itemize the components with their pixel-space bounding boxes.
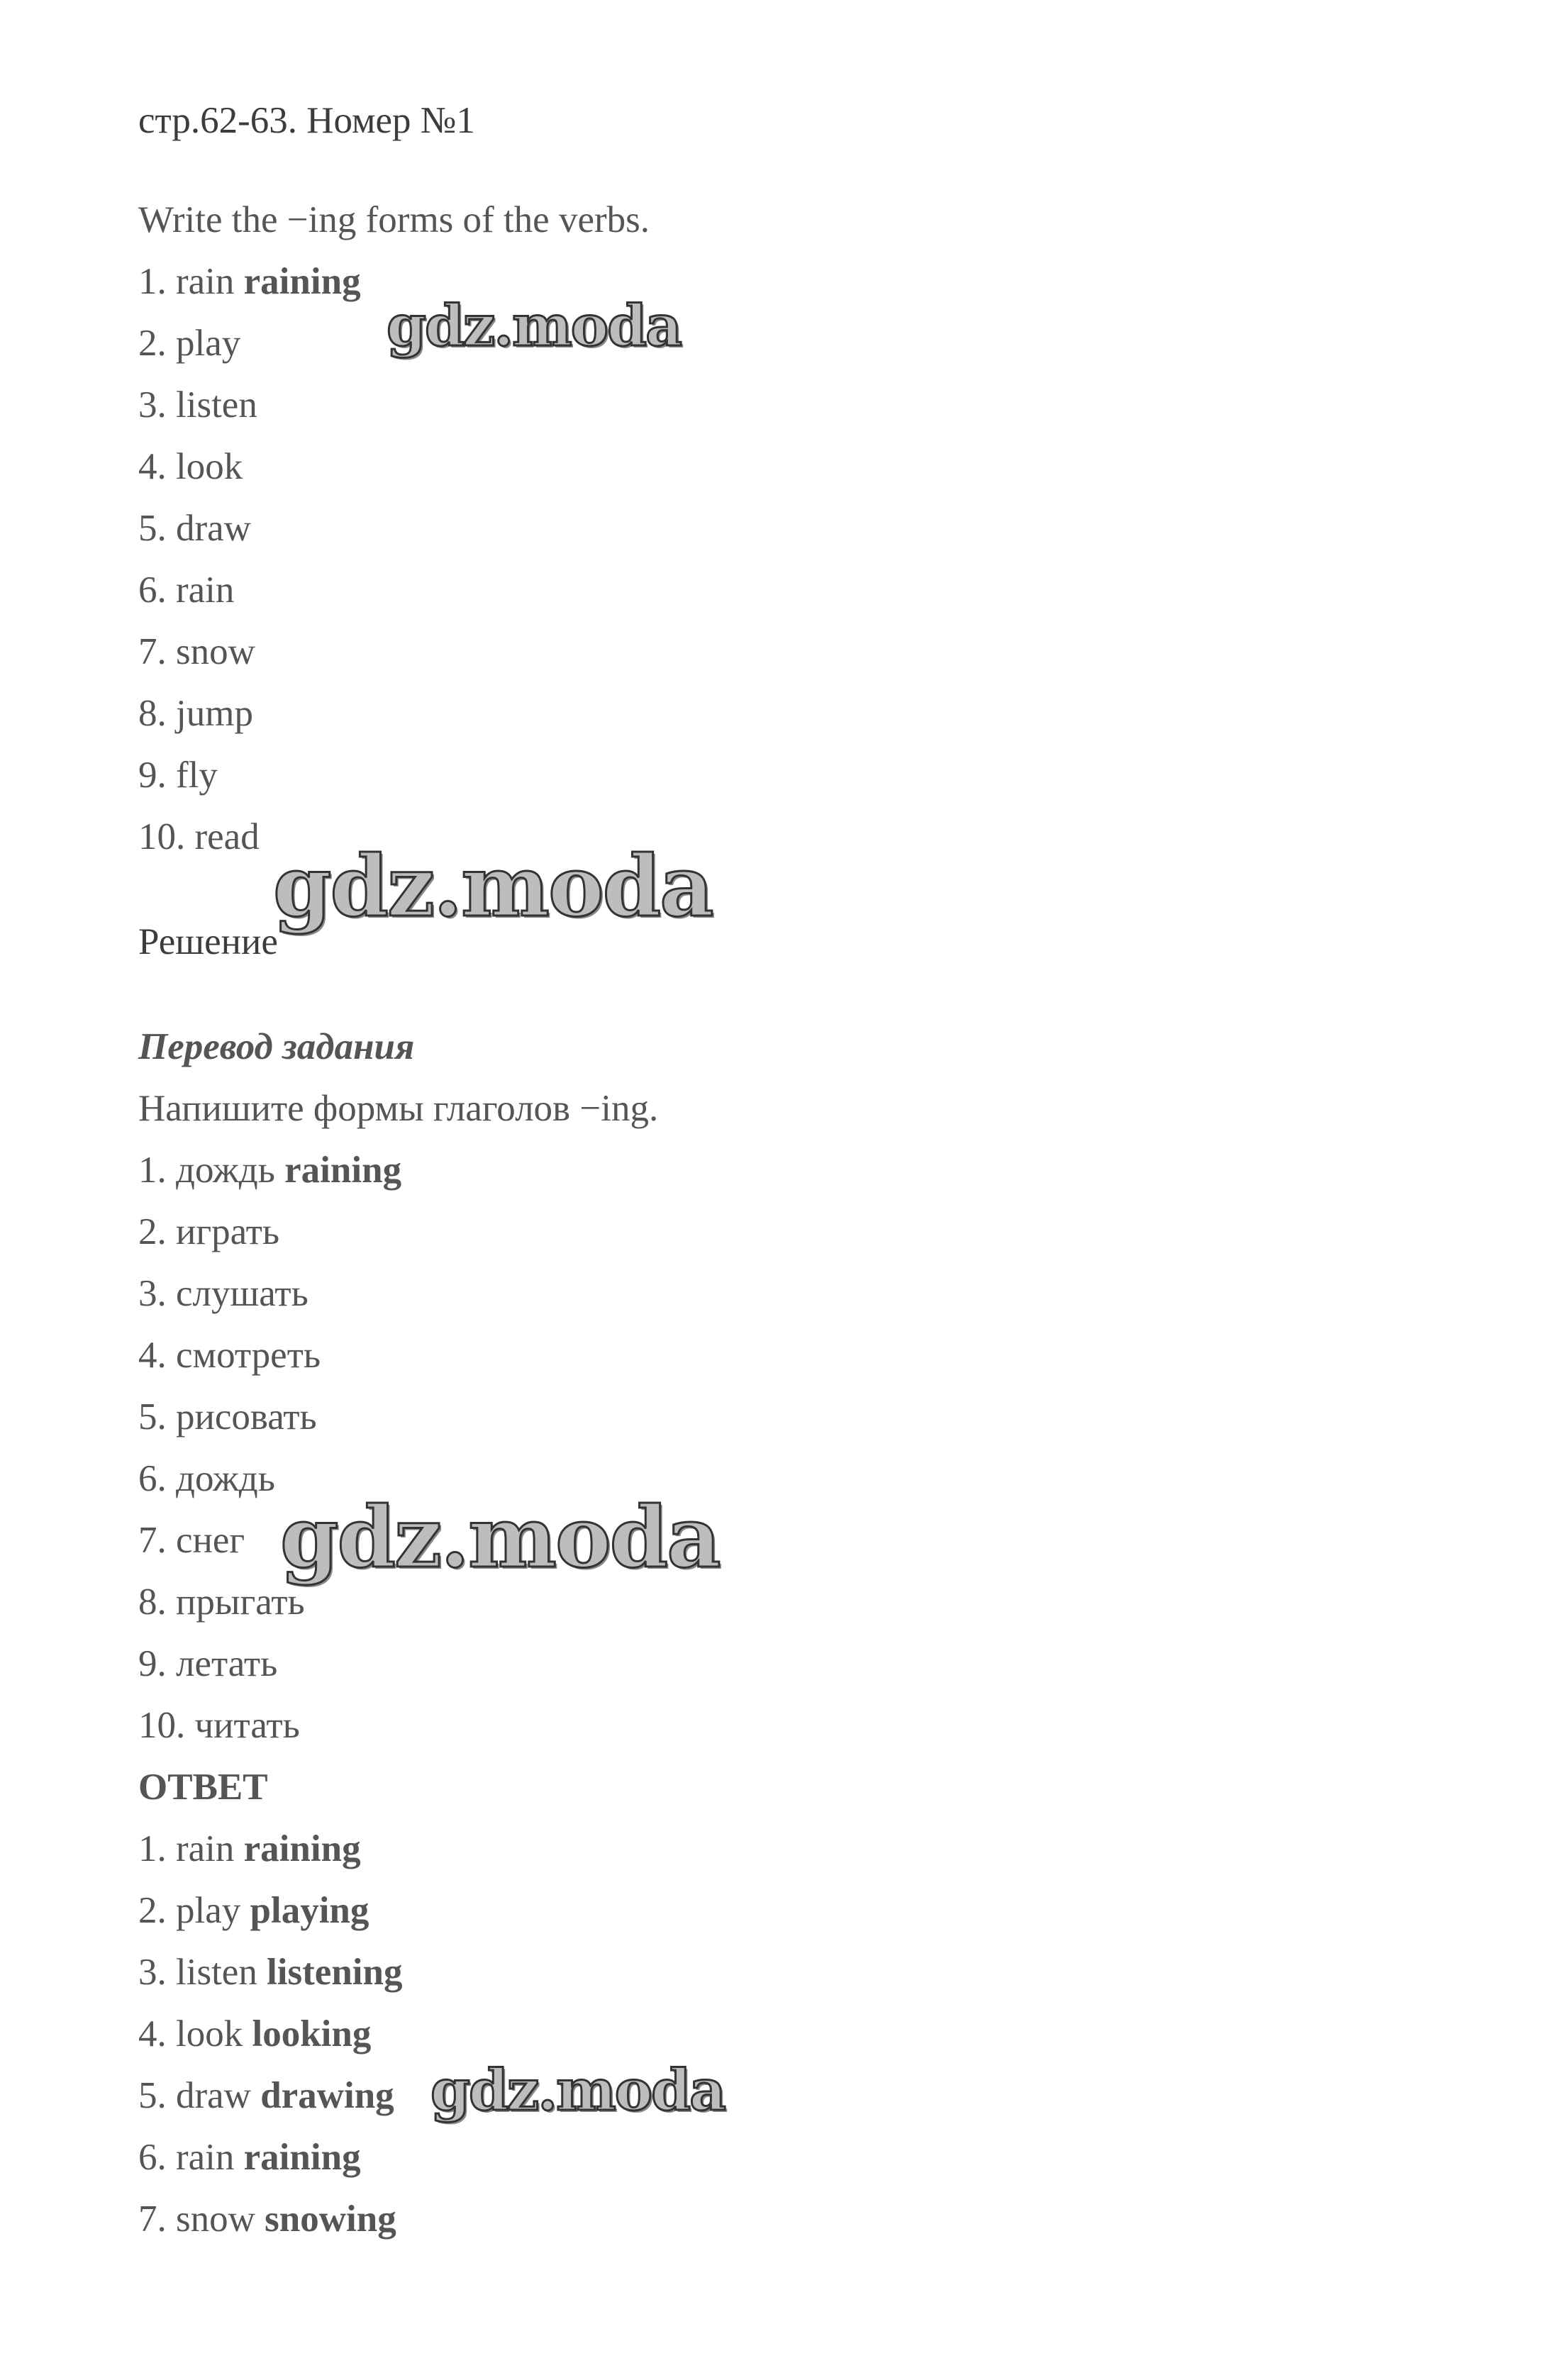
answer-item (138, 1950, 403, 1995)
answer-heading: ОТВЕТ (138, 1767, 268, 1808)
item-word: jump (176, 693, 253, 734)
answer-item (138, 2073, 394, 2118)
item-number: 5. (138, 1396, 167, 1438)
item-answer: playing (250, 1890, 369, 1931)
watermark: gdz.moda (430, 2057, 725, 2123)
item-answer: raining (243, 261, 361, 302)
answer-item (138, 2196, 396, 2242)
item-word: snow (176, 631, 255, 672)
answer-item (138, 2135, 361, 2180)
task-item (138, 321, 240, 366)
task-item (138, 259, 361, 304)
item-number: 1. (138, 1150, 167, 1191)
task-instruction: Write the −ing forms of the verbs. (138, 199, 650, 240)
item-number: 8. (138, 1581, 167, 1623)
task-item (138, 752, 218, 798)
task-item (138, 814, 260, 860)
item-number: 9. (138, 1643, 167, 1684)
item-number: 10. (138, 816, 186, 857)
page-title: стр.62-63. Номер №1 (138, 100, 475, 141)
task-item (138, 691, 253, 736)
item-word: дождь (176, 1150, 275, 1191)
item-number: 4. (138, 1335, 167, 1376)
item-number: 7. (138, 2198, 167, 2240)
item-word: играть (176, 1211, 280, 1252)
item-answer: raining (243, 2137, 361, 2178)
translation-item (138, 1394, 317, 1440)
item-answer: looking (252, 2013, 372, 2054)
translation-item (138, 1271, 308, 1316)
item-word: rain (176, 261, 235, 302)
item-word: play (176, 323, 241, 364)
item-number: 6. (138, 569, 167, 611)
task-item (138, 444, 243, 489)
item-word: рисовать (176, 1396, 317, 1438)
item-answer: listening (267, 1952, 403, 1993)
item-word: летать (176, 1643, 278, 1684)
item-number: 2. (138, 323, 167, 364)
answer-item (138, 1888, 369, 1933)
item-word: look (176, 2013, 243, 2054)
item-number: 5. (138, 2075, 167, 2116)
watermark: gdz.moda (273, 837, 713, 935)
item-word: look (176, 446, 243, 487)
task-item (138, 382, 257, 428)
item-word: draw (176, 2075, 251, 2116)
item-word: play (176, 1890, 241, 1931)
item-answer: snowing (265, 2198, 396, 2240)
item-answer: raining (243, 1828, 361, 1869)
item-number: 7. (138, 631, 167, 672)
item-word: rain (176, 2137, 235, 2178)
item-word: смотреть (176, 1335, 321, 1376)
item-number: 4. (138, 446, 167, 487)
translation-item (138, 1641, 277, 1686)
task-item (138, 629, 255, 674)
item-answer: raining (284, 1150, 402, 1191)
watermark: gdz.moda (280, 1488, 720, 1586)
translation-item (138, 1703, 300, 1748)
item-word: снег (176, 1520, 245, 1561)
item-number: 3. (138, 1952, 167, 1993)
item-number: 4. (138, 2013, 167, 2054)
item-number: 6. (138, 1458, 167, 1499)
item-number: 1. (138, 1828, 167, 1869)
item-word: rain (176, 1828, 235, 1869)
item-word: fly (176, 755, 218, 796)
translation-item (138, 1456, 275, 1501)
translation-item (138, 1333, 321, 1378)
item-word: draw (176, 508, 251, 549)
item-word: snow (176, 2198, 255, 2240)
item-number: 8. (138, 693, 167, 734)
item-word: прыгать (176, 1581, 305, 1623)
item-word: listen (176, 1952, 257, 1993)
item-word: rain (176, 569, 235, 611)
item-word: читать (194, 1705, 300, 1746)
item-word: listen (176, 384, 257, 426)
task-item (138, 567, 234, 613)
item-word: слушать (176, 1273, 308, 1314)
item-number: 3. (138, 1273, 167, 1314)
translation-item (138, 1209, 279, 1255)
item-number: 2. (138, 1211, 167, 1252)
item-number: 7. (138, 1520, 167, 1561)
item-word: дождь (176, 1458, 275, 1499)
item-number: 2. (138, 1890, 167, 1931)
translation-heading: Перевод задания (138, 1026, 415, 1067)
translation-item (138, 1147, 401, 1193)
answer-item (138, 2011, 371, 2057)
solution-label: Решение (138, 921, 278, 962)
task-item (138, 506, 251, 551)
item-number: 1. (138, 261, 167, 302)
translation-instruction: Напишите формы глаголов −ing. (138, 1088, 659, 1129)
item-number: 6. (138, 2137, 167, 2178)
answer-item (138, 1826, 361, 1872)
item-answer: drawing (260, 2075, 394, 2116)
item-number: 10. (138, 1705, 186, 1746)
translation-item (138, 1518, 245, 1563)
item-number: 9. (138, 755, 167, 796)
item-number: 3. (138, 384, 167, 426)
watermark: gdz.moda (387, 292, 681, 359)
item-word: read (194, 816, 260, 857)
item-number: 5. (138, 508, 167, 549)
